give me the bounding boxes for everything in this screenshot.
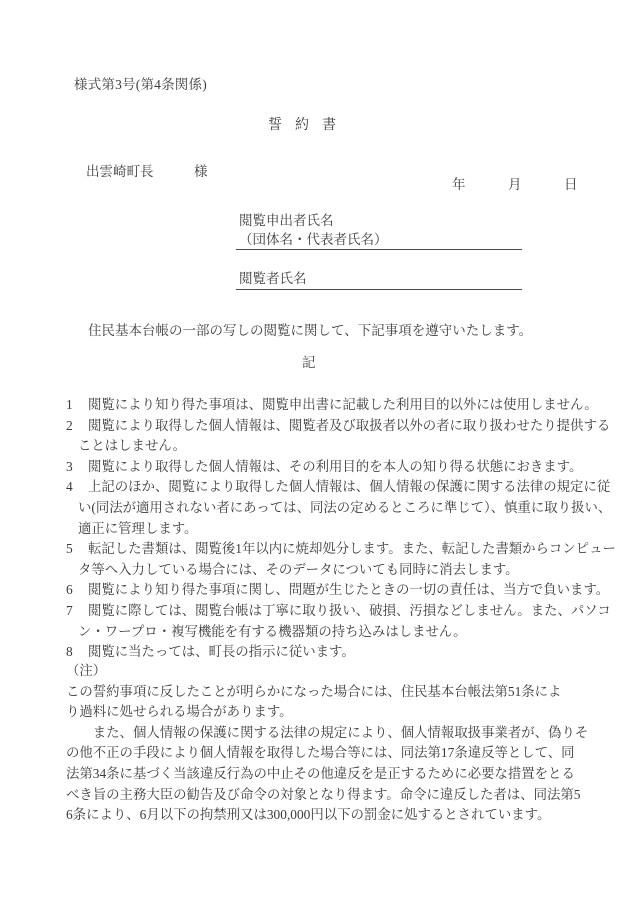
ki-marker: 記 xyxy=(302,355,316,370)
note-line: 6条により、6月以下の拘禁刑又は300,000円以下の罰金に処するとされています。 xyxy=(66,807,551,823)
applicant-name-field[interactable] xyxy=(236,211,522,250)
clause-line: 閲覧により取得した個人情報は、閲覧者及び取扱者以外の者に取り扱わせたり提供する xyxy=(88,417,611,433)
note-line: の他不正の手段により個人情報を取得した場合等には、同法第17条違反等として、同 xyxy=(66,745,575,761)
clause-number: 6 xyxy=(66,582,73,598)
viewer-name-field[interactable] xyxy=(236,269,522,290)
clause-body xyxy=(78,539,618,580)
clause-line: 閲覧に当たっては、町長の指示に従います。 xyxy=(88,644,355,660)
clause-item xyxy=(66,642,618,663)
clause-number: 4 xyxy=(66,479,73,495)
intro-paragraph: 住民基本台帳の一部の写しの閲覧に関して、下記事項を遵守いたします。 xyxy=(88,323,533,338)
clause-body xyxy=(78,416,618,457)
clause-item xyxy=(66,601,618,642)
note-line: この誓約事項に反したことが明らかになった場合には、住民基本台帳法第51条によ xyxy=(66,683,562,699)
clause-body xyxy=(88,580,618,601)
clause-item xyxy=(66,580,618,601)
page-title: 誓約書 xyxy=(268,118,349,133)
clause-line: 適正に管理します。 xyxy=(78,520,198,536)
clause-item xyxy=(66,416,618,457)
form-number: 様式第3号(第4条関係) xyxy=(74,77,207,92)
clause-line: 閲覧により知り得た事項に関し、問題が生じたときの一切の責任は、当方で負います。 xyxy=(88,582,610,598)
clause-number: 5 xyxy=(66,541,73,557)
note-line: 法第34条に基づく当該違反行為の中止その他違反を是正するために必要な措置をとる xyxy=(66,765,575,781)
clause-line: 閲覧に際しては、閲覧台帳は丁寧に取り扱い、破損、汚損などしません。また、パソコ xyxy=(88,602,611,618)
note-body xyxy=(66,682,622,826)
note-block xyxy=(66,661,622,826)
applicant-name-sublabel: （団体名・代表者氏名） xyxy=(239,232,388,247)
note-label: （注） xyxy=(66,663,107,678)
clause-item xyxy=(66,457,618,478)
viewer-name-label: 閲覧者氏名 xyxy=(239,271,307,286)
clause-number: 2 xyxy=(66,417,73,433)
clause-number: 1 xyxy=(66,397,73,412)
clause-line: ン・ワープロ・複写機能を有する機器類の持ち込みはしません。 xyxy=(78,623,467,639)
clause-list xyxy=(66,395,618,663)
clause-line: タ等へ入力している場合には、そのデータについても同時に消去します。 xyxy=(78,561,519,577)
clause-item xyxy=(66,395,618,416)
clause-body xyxy=(78,601,618,642)
clause-body xyxy=(88,642,618,663)
clause-item xyxy=(66,539,618,580)
note-line: また、個人情報の保護に関する法律の規定により、個人情報取扱事業者が、偽りそ xyxy=(66,724,589,740)
clause-number: 8 xyxy=(66,644,73,660)
note-line: り過料に処せられる場合があります。 xyxy=(66,704,293,720)
clause-line: 閲覧により取得した個人情報は、その利用目的を本人の知り得る状態におきます。 xyxy=(88,458,583,474)
signature-block xyxy=(236,211,522,290)
clause-line: ことはしません。 xyxy=(78,438,186,454)
clause-line: 閲覧により知り得た事項は、閲覧申出書に記載した利用目的以外には使用しません。 xyxy=(88,397,598,412)
clause-body xyxy=(88,457,618,478)
clause-line: い(同法が適用されない者にあっては、同法の定めるところに準じて）、慎重に取り扱い、 xyxy=(78,499,612,515)
clause-body xyxy=(88,395,618,416)
date-line: 年 月 日 xyxy=(452,177,578,192)
clause-line: 上記のほか、閲覧により取得した個人情報は、個人情報の保護に関する法律の規定に従 xyxy=(88,479,611,495)
clause-number: 3 xyxy=(66,458,73,474)
addressee-line: 出雲崎町長 様 xyxy=(86,164,208,179)
clause-body xyxy=(78,477,618,539)
clause-line: 転記した書類は、閲覧後1年以内に焼却処分します。また、転記した書類からコンピュー xyxy=(88,541,616,557)
clause-item xyxy=(66,477,618,539)
clause-number: 7 xyxy=(66,602,73,618)
note-line: べき旨の主務大臣の勧告及び命令の対象となり得ます。命令に違反した者は、同法第5 xyxy=(66,786,581,802)
applicant-name-label: 閲覧申出者氏名 xyxy=(239,213,334,228)
